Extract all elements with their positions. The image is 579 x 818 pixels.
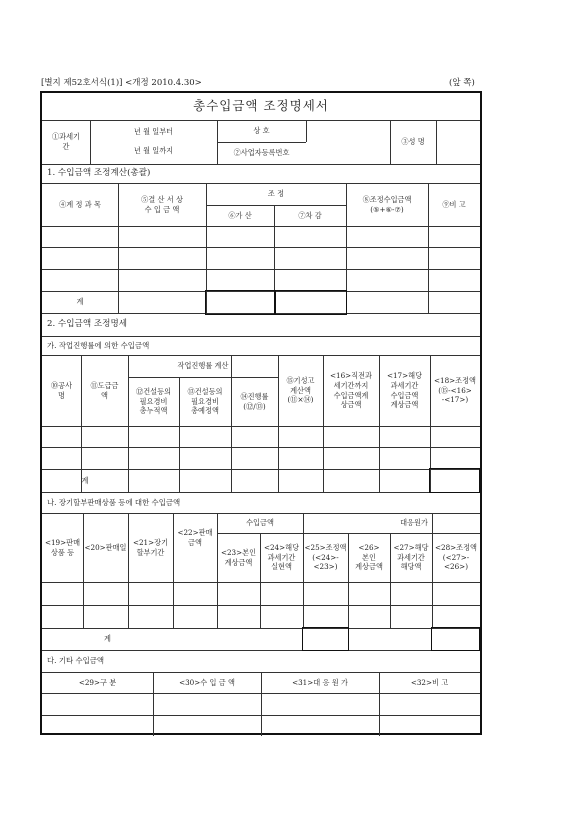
deduction-col-header: ⑦차 감 xyxy=(298,210,322,220)
section1-title: 1. 수입금액 조정계산(총괄) xyxy=(47,167,151,178)
form-title: 총수입금액 조정명세서 xyxy=(193,98,329,114)
total-income-adjustment-box[interactable] xyxy=(302,627,349,651)
prior-income-col-header: <16>직전과 세기간까지 수입금액계 상금액 xyxy=(329,371,373,410)
section2-title: 2. 수입금액 조정명세 xyxy=(47,318,128,329)
current-income-col-header: <17>해당 과세기간 수입금액 계상금액 xyxy=(386,371,423,410)
progress-calc-group-header: 작업진행률 계산 xyxy=(177,361,229,371)
sale-amount-col-header: <22>판매 금액 xyxy=(177,528,213,547)
adjustment-group-header: 조 정 xyxy=(267,189,285,199)
other-income-col-header: <30>수 입 금 액 xyxy=(179,677,235,687)
adjustment-a-col-header: <18>조정액 (⑮-<16> -<17>) xyxy=(433,375,477,405)
business-number-field[interactable] xyxy=(306,142,390,164)
installment-period-col-header: <21>장기 할부기간 xyxy=(132,537,169,557)
adjusted-income-col-header: ⑧조정수입금액 (⑤+⑥-⑦) xyxy=(362,194,412,214)
section1-total-label: 계 xyxy=(76,297,84,307)
addition-col-header: ⑥가 산 xyxy=(228,210,252,220)
total-addition-box[interactable] xyxy=(205,290,276,315)
business-number-label: ②사업자등록번호 xyxy=(233,148,290,158)
other-remarks-col-header: <32>비 고 xyxy=(410,677,449,687)
sold-goods-col-header: <19>판매 상품 등 xyxy=(44,537,81,557)
contract-amount-col-header: ⑪도급금 액 xyxy=(90,380,119,400)
total-deduction-box[interactable] xyxy=(274,290,347,315)
subsection-a-title: 가. 작업진행률에 의한 수입금액 xyxy=(47,340,150,350)
realized-income-col-header: <24>해당 과세기간 실현액 xyxy=(263,542,300,572)
subsection-a-total-label: 계 xyxy=(81,475,89,485)
own-recorded-income-col-header: <23>본인 계상금액 xyxy=(220,547,257,567)
income-adjustment-form xyxy=(40,91,482,735)
page-side-label: (앞 쪽) xyxy=(449,78,475,88)
period-from-label: 년 월 일부터 xyxy=(133,127,174,137)
income-adjustment-col-header: <25>조정액 (<24>- <23>) xyxy=(304,542,347,572)
subsection-b-total-label: 계 xyxy=(104,634,111,644)
settlement-income-col-header: ⑤결 산 서 상 수 입 금 액 xyxy=(141,194,183,214)
company-name-label: 상 호 xyxy=(253,126,270,136)
company-name-field[interactable] xyxy=(306,120,390,142)
own-recorded-cost-col-header: <26> 본인 계상금액 xyxy=(355,542,383,572)
estimated-expense-col-header: ⑬건설등의 필요경비 총예정액 xyxy=(187,386,223,416)
completed-amount-col-header: ⑮기성고 계산액 (⑪×⑭) xyxy=(286,375,315,405)
cumulative-expense-col-header: ⑫건설등의 필요경비 총누적액 xyxy=(136,386,171,416)
category-col-header: <29>구 분 xyxy=(78,677,117,687)
period-cost-col-header: <27>해당 과세기간 해당액 xyxy=(393,542,429,572)
income-group-header: 수입금액 xyxy=(246,518,274,528)
account-col-header: ④계 정 과 목 xyxy=(59,199,101,209)
total-adjustment-a-box[interactable] xyxy=(429,468,480,493)
corresponding-cost-col-header: <31>대 응 원 가 xyxy=(292,677,348,687)
project-name-col-header: ⑩공사 명 xyxy=(50,380,73,400)
cost-adjustment-col-header: <28>조정액 (<27>- <26>) xyxy=(434,542,478,572)
form-number-label: [별지 제52호서식(1)] <개정 2010.4.30> xyxy=(41,78,202,88)
subsection-b-title: 나. 장기할부판매상품 등에 대한 수입금액 xyxy=(47,497,181,507)
progress-rate-col-header: ⑭진행률 (⑫/⑬) xyxy=(240,391,269,411)
cost-group-header: 대응원가 xyxy=(400,518,428,528)
sale-date-col-header: <20>판매일 xyxy=(84,542,127,552)
subsection-c-title: 다. 기타 수입금액 xyxy=(47,656,105,665)
period-label: ①과세기 간 xyxy=(51,132,81,151)
representative-name-label: ③성 명 xyxy=(401,137,425,147)
total-cost-adjustment-box[interactable] xyxy=(431,627,480,651)
remarks-col-header: ⑨비 고 xyxy=(442,199,466,209)
period-to-label: 년 월 일까지 xyxy=(133,146,174,156)
